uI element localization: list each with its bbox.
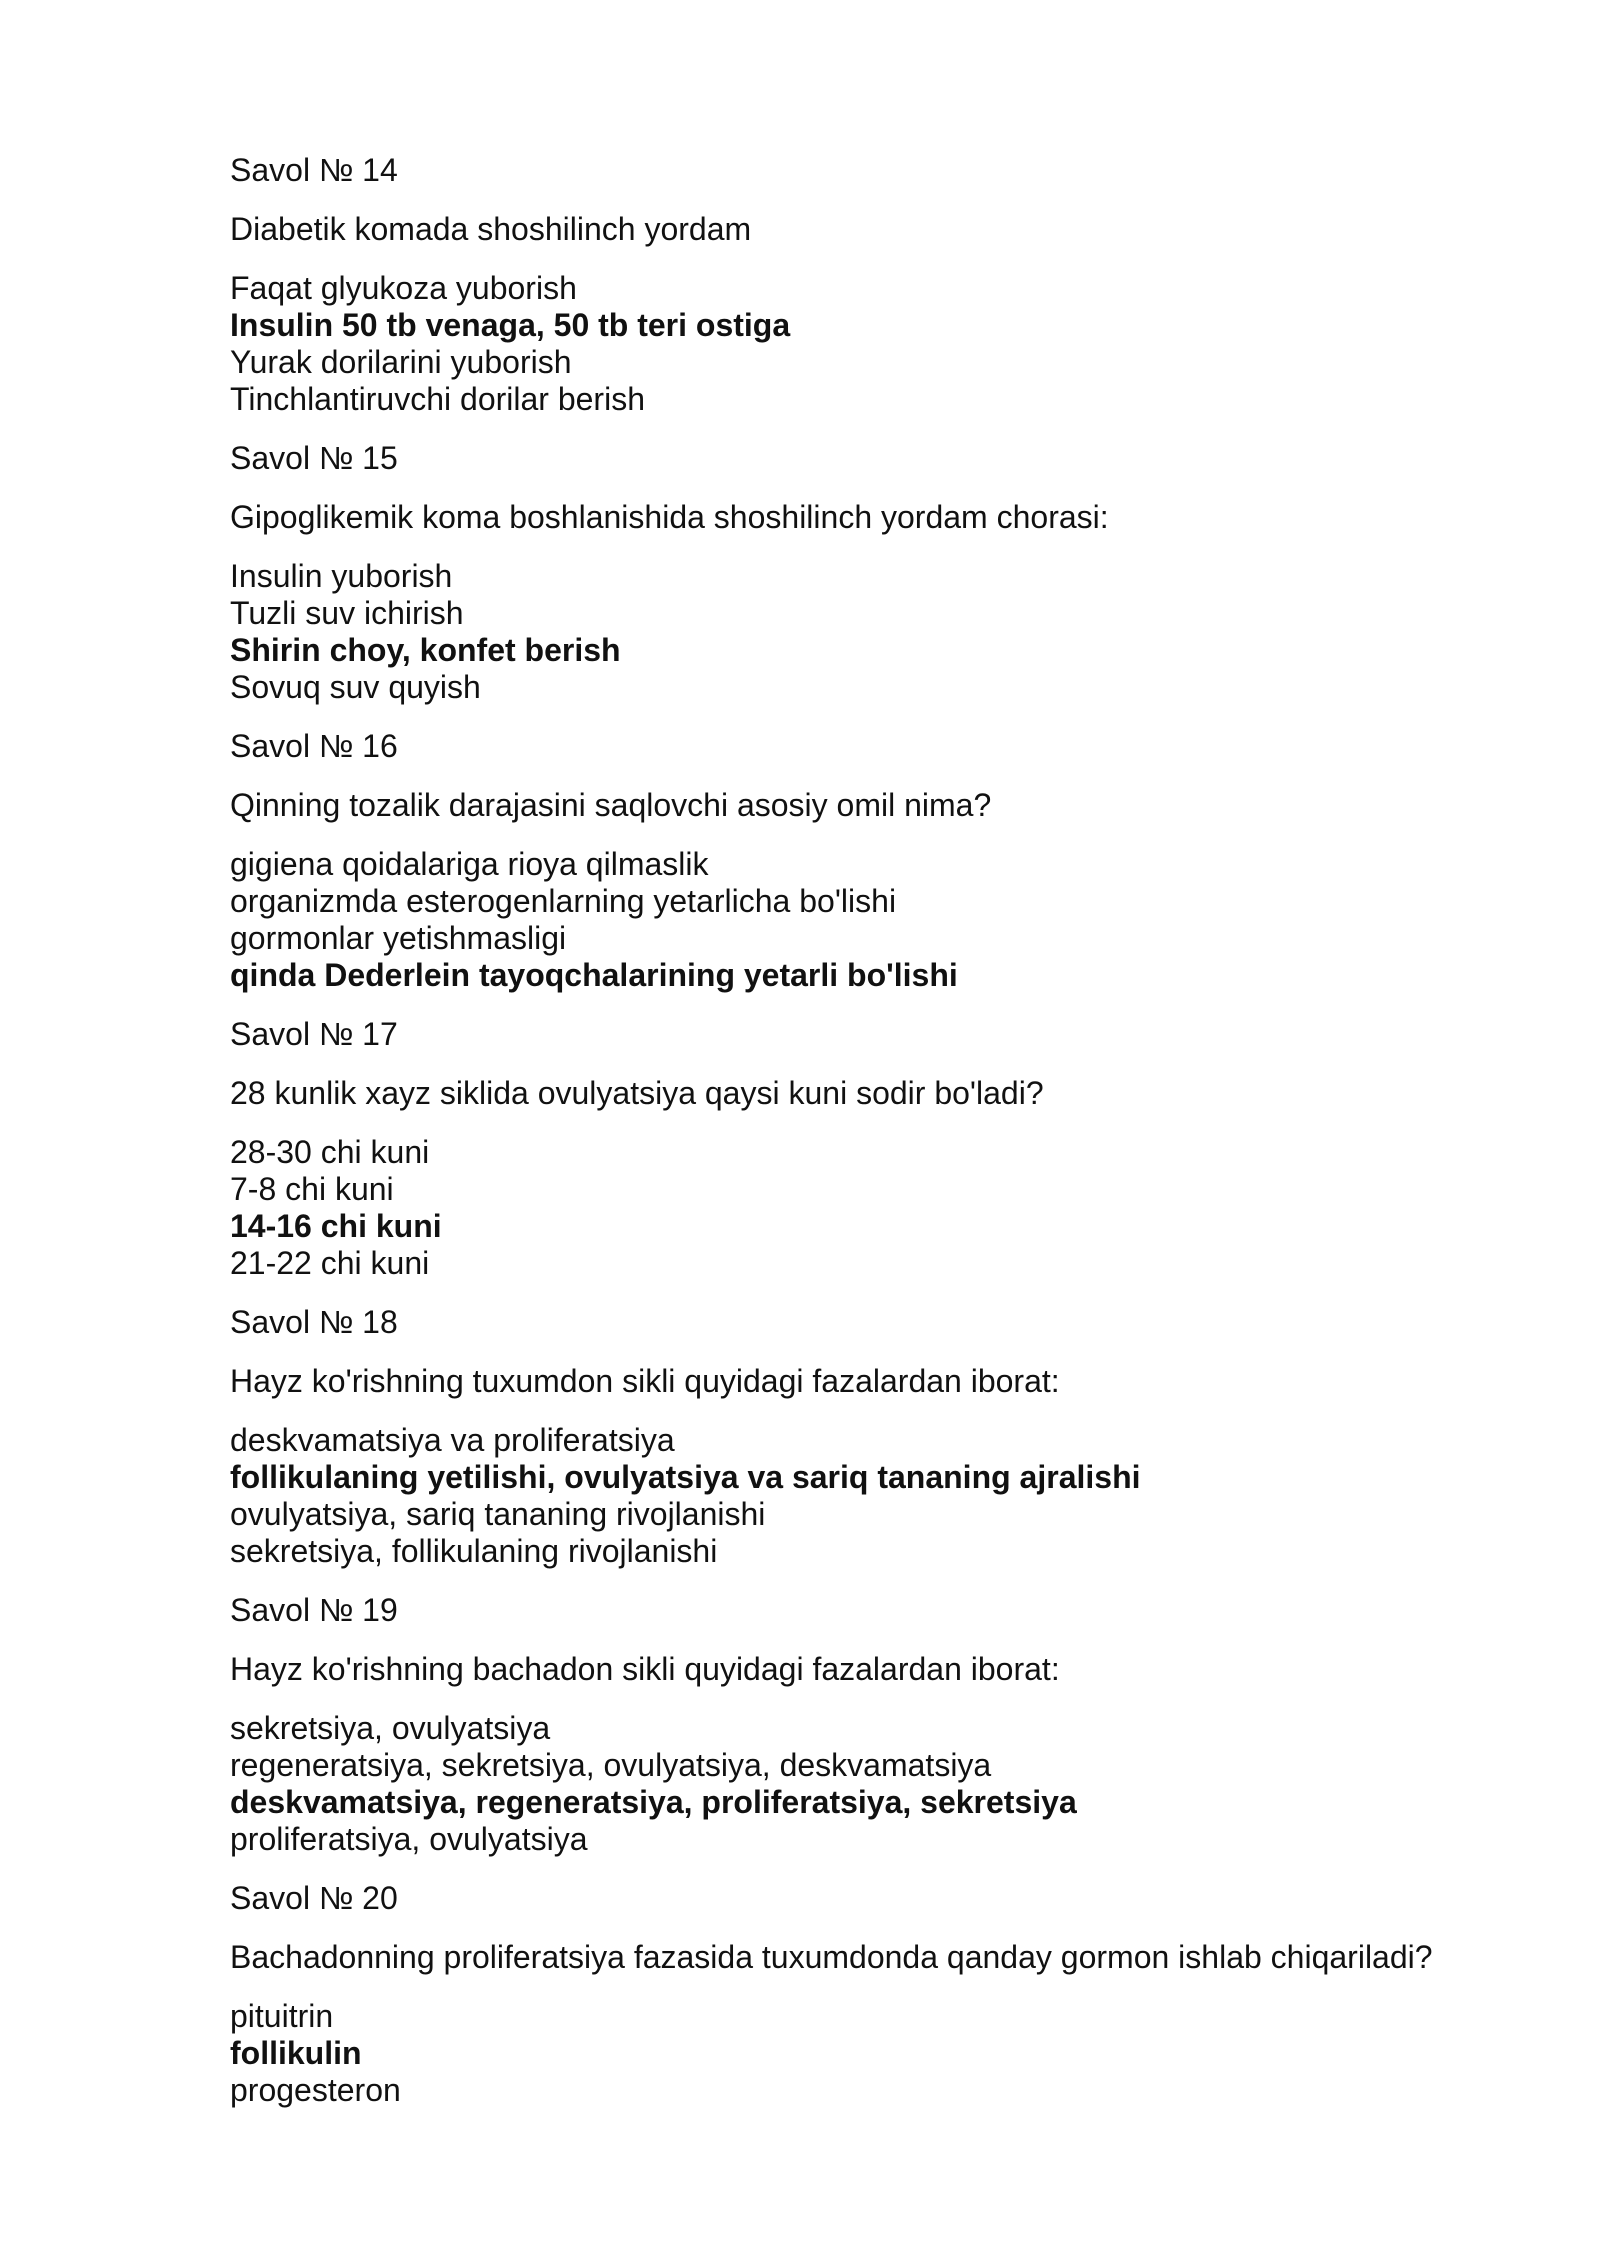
question-block bbox=[230, 440, 1530, 706]
answer-options bbox=[230, 1422, 1530, 1570]
answer-option: Sovuq suv quyish bbox=[230, 669, 481, 705]
question-list bbox=[230, 152, 1530, 2109]
answer-option: pituitrin bbox=[230, 1998, 334, 2034]
answer-option: Insulin yuborish bbox=[230, 558, 453, 594]
answer-option: proliferatsiya, ovulyatsiya bbox=[230, 1821, 588, 1857]
document-page bbox=[230, 152, 1530, 2131]
question-text: Gipoglikemik koma boshlanishida shoshilinch yordam chorasi: bbox=[230, 499, 1109, 535]
answer-options bbox=[230, 270, 1530, 418]
question-text: Bachadonning proliferatsiya fazasida tuxumdonda qanday gormon ishlab chiqariladi? bbox=[230, 1939, 1433, 1975]
answer-option: sekretsiya, follikulaning rivojlanishi bbox=[230, 1533, 718, 1569]
correct-answer-option: 14-16 chi kuni bbox=[230, 1208, 442, 1244]
answer-option: sekretsiya, ovulyatsiya bbox=[230, 1710, 551, 1746]
correct-answer-option: follikulin bbox=[230, 2035, 362, 2071]
answer-options bbox=[230, 1998, 1530, 2109]
answer-options bbox=[230, 846, 1530, 994]
answer-option: 21-22 chi kuni bbox=[230, 1245, 430, 1281]
answer-option: Faqat glyukoza yuborish bbox=[230, 270, 577, 306]
answer-option: Tinchlantiruvchi dorilar berish bbox=[230, 381, 645, 417]
answer-option: organizmda esterogenlarning yetarlicha bo'lishi bbox=[230, 883, 897, 919]
answer-option: progesteron bbox=[230, 2072, 401, 2108]
answer-option: ovulyatsiya, sariq tananing rivojlanishi bbox=[230, 1496, 766, 1532]
question-block bbox=[230, 1304, 1530, 1570]
question-block bbox=[230, 152, 1530, 418]
answer-option: 7-8 chi kuni bbox=[230, 1171, 394, 1207]
answer-option: Tuzli suv ichirish bbox=[230, 595, 464, 631]
answer-option: gigiena qoidalariga rioya qilmaslik bbox=[230, 846, 709, 882]
answer-option: deskvamatsiya va proliferatsiya bbox=[230, 1422, 675, 1458]
question-number: Savol № 17 bbox=[230, 1016, 398, 1052]
answer-option: regeneratsiya, sekretsiya, ovulyatsiya, deskvamatsiya bbox=[230, 1747, 992, 1783]
correct-answer-option: Insulin 50 tb venaga, 50 tb teri ostiga bbox=[230, 307, 791, 343]
question-number: Savol № 19 bbox=[230, 1592, 398, 1628]
answer-options bbox=[230, 558, 1530, 706]
answer-option: gormonlar yetishmasligi bbox=[230, 920, 567, 956]
question-text: Qinning tozalik darajasini saqlovchi asosiy omil nima? bbox=[230, 787, 992, 823]
question-block bbox=[230, 1016, 1530, 1282]
answer-options bbox=[230, 1710, 1530, 1858]
question-block bbox=[230, 1592, 1530, 1858]
question-text: Diabetik komada shoshilinch yordam bbox=[230, 211, 752, 247]
question-number: Savol № 20 bbox=[230, 1880, 398, 1916]
correct-answer-option: follikulaning yetilishi, ovulyatsiya va sariq tananing ajralishi bbox=[230, 1459, 1141, 1495]
question-block bbox=[230, 1880, 1530, 2109]
correct-answer-option: qinda Dederlein tayoqchalarining yetarli bo'lishi bbox=[230, 957, 958, 993]
question-text: 28 kunlik xayz siklida ovulyatsiya qaysi kuni sodir bo'ladi? bbox=[230, 1075, 1044, 1111]
question-number: Savol № 14 bbox=[230, 152, 398, 188]
question-number: Savol № 15 bbox=[230, 440, 398, 476]
answer-options bbox=[230, 1134, 1530, 1282]
question-text: Hayz ko'rishning bachadon sikli quyidagi fazalardan iborat: bbox=[230, 1651, 1060, 1687]
correct-answer-option: deskvamatsiya, regeneratsiya, proliferatsiya, sekretsiya bbox=[230, 1784, 1077, 1820]
question-block bbox=[230, 728, 1530, 994]
question-text: Hayz ko'rishning tuxumdon sikli quyidagi fazalardan iborat: bbox=[230, 1363, 1060, 1399]
answer-option: Yurak dorilarini yuborish bbox=[230, 344, 572, 380]
answer-option: 28-30 chi kuni bbox=[230, 1134, 430, 1170]
question-number: Savol № 18 bbox=[230, 1304, 398, 1340]
question-number: Savol № 16 bbox=[230, 728, 398, 764]
correct-answer-option: Shirin choy, konfet berish bbox=[230, 632, 621, 668]
